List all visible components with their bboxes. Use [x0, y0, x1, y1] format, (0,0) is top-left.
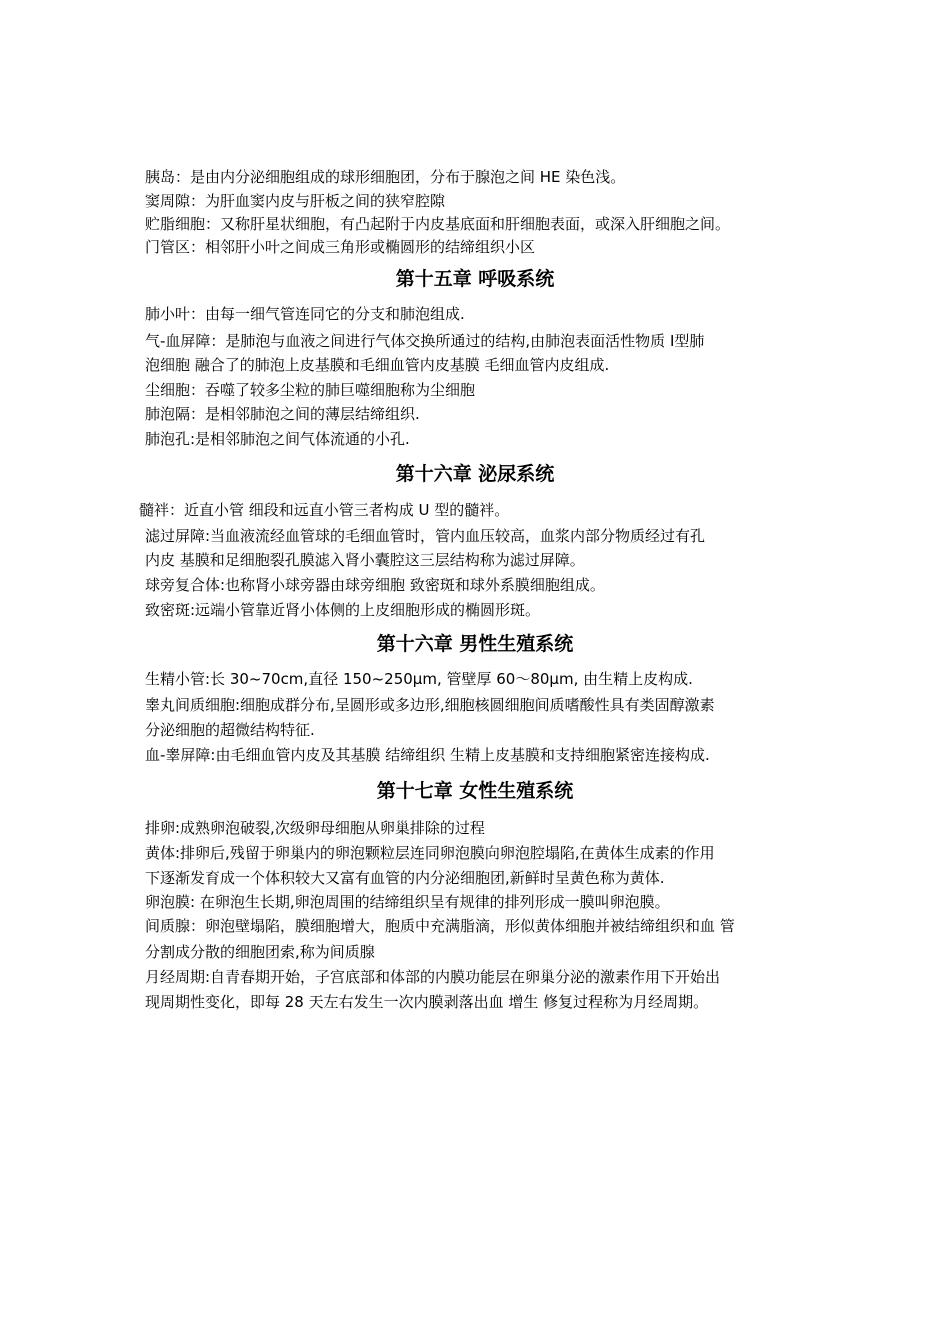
- definition-line: 生精小管:长 30~70cm,直径 150~250μm, 管壁厚 60～80μm, 由生精上皮构成.: [145, 670, 693, 688]
- definition-line: 现周期性变化，即每 28 天左右发生一次内膜剥落出血 增生 修复过程称为月经周期。: [145, 993, 709, 1011]
- definition-line: 内皮 基膜和足细胞裂孔膜滤入肾小囊腔这三层结构称为滤过屏障。: [145, 551, 585, 569]
- definition-line: 气-血屏障：是肺泡与血液之间进行气体交换所通过的结构,由肺泡表面活性物质 Ⅰ型肺: [145, 332, 705, 350]
- definition-line: 肺小叶：由每一细气管连同它的分支和肺泡组成.: [145, 305, 465, 323]
- definition-line: 贮脂细胞：又称肝星状细胞，有凸起附于内皮基底面和肝细胞表面，或深入肝细胞之间。: [145, 215, 731, 233]
- definition-line: 髓袢：近直小管 细段和远直小管三者构成 U 型的髓袢。: [139, 501, 510, 519]
- chapter-heading: 第十五章 呼吸系统: [395, 268, 555, 290]
- chapter-heading: 第十七章 女性生殖系统: [376, 780, 574, 802]
- definition-line: 滤过屏障:当血液流经血管球的毛细血管时，管内血压较高，血浆内部分物质经过有孔: [145, 527, 706, 545]
- definition-line: 睾丸间质细胞:细胞成群分布,呈圆形或多边形,细胞核圆细胞间质嗜酸性具有类固醇激素: [145, 696, 715, 714]
- definition-line: 肺泡隔：是相邻肺泡之间的薄层结缔组织.: [145, 405, 420, 423]
- definition-line: 致密斑:远端小管靠近肾小体侧的上皮细胞形成的椭圆形斑。: [145, 601, 541, 619]
- definition-line: 分割成分散的细胞团索,称为间质腺: [145, 943, 375, 961]
- definition-line: 月经周期:自青春期开始，子宫底部和体部的内膜功能层在卵巢分泌的激素作用下开始出: [145, 968, 721, 986]
- definition-line: 肺泡孔:是相邻肺泡之间气体流通的小孔.: [145, 430, 410, 448]
- definition-line: 排卵:成熟卵泡破裂,次级卵母细胞从卵巢排除的过程: [145, 819, 485, 837]
- definition-line: 球旁复合体:也称肾小球旁器由球旁细胞 致密斑和球外系膜细胞组成。: [145, 576, 605, 594]
- definition-line: 门管区：相邻肝小叶之间成三角形或椭圆形的结缔组织小区: [145, 238, 536, 256]
- definition-line: 黄体:排卵后,残留于卵巢内的卵泡颗粒层连同卵泡膜向卵泡腔塌陷,在黄体生成素的作用: [145, 844, 715, 862]
- definition-line: 卵泡膜: 在卵泡生长期,卵泡周围的结缔组织呈有规律的排列形成一膜叫卵泡膜。: [145, 893, 670, 911]
- definition-line: 尘细胞：吞噬了较多尘粒的肺巨噬细胞称为尘细胞: [145, 381, 476, 399]
- chapter-heading: 第十六章 泌尿系统: [395, 463, 555, 485]
- definition-line: 血-睾屏障:由毛细血管内皮及其基膜 结缔组织 生精上皮基膜和支持细胞紧密连接构成.: [145, 746, 710, 764]
- definition-line: 窦周隙：为肝血窦内皮与肝板之间的狭窄腔隙: [145, 192, 446, 210]
- definition-line: 分泌细胞的超微结构特征.: [145, 721, 315, 739]
- definition-line: 胰岛：是由内分泌细胞组成的球形细胞团，分布于腺泡之间 HE 染色浅。: [145, 168, 626, 186]
- definition-line: 下逐渐发育成一个体积较大又富有血管的内分泌细胞团,新鲜时呈黄色称为黄体.: [145, 869, 665, 887]
- definition-line: 泡细胞 融合了的肺泡上皮基膜和毛细血管内皮基膜 毛细血管内皮组成.: [145, 356, 610, 374]
- chapter-heading: 第十六章 男性生殖系统: [376, 633, 574, 655]
- definition-line: 间质腺：卵泡壁塌陷，膜细胞增大，胞质中充满脂滴，形似黄体细胞并被结缔组织和血 管: [145, 917, 735, 935]
